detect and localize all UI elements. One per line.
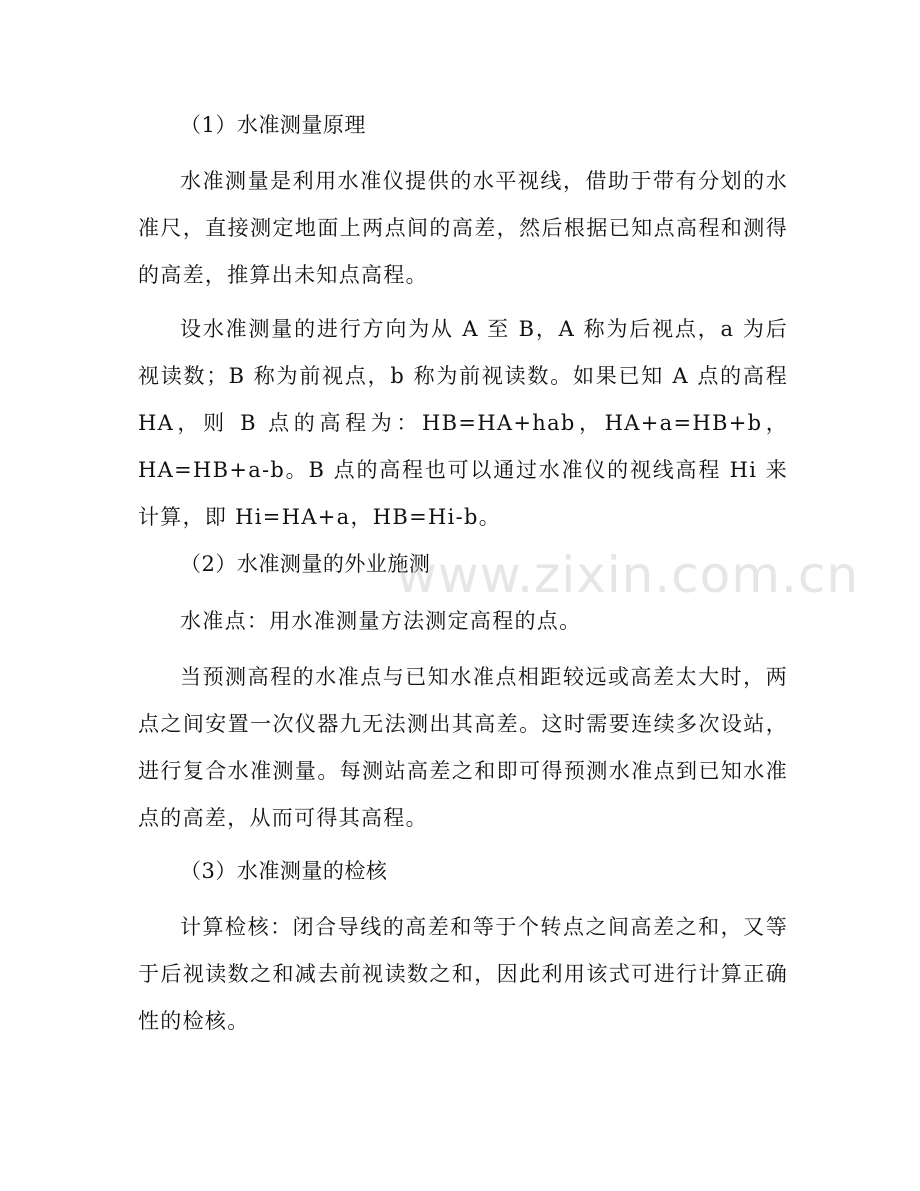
section-1-paragraph-calculation: 设水准测量的进行方向为从 A 至 B，A 称为后视点，a 为后视读数；B 称为前视点，b 称为前视读数。如果已知 A 点的高程 HA，则 B 点的高程为：HB=HA+hab，HA+a=HB+b，HA=HB+a-b。B 点的高程也可以通过水准仪的视线高程 Hi 来计算，即 Hi=HA+a，HB=Hi-b。 xyxy=(138,317,788,529)
section-1-heading: （1）水准测量原理 xyxy=(180,113,366,137)
watermark-text: www.zixin.com.cn xyxy=(396,546,860,604)
section-2-heading: （2）水准测量的外业施测 xyxy=(180,552,431,576)
section-2-paragraph-definition: 水准点：用水准测量方法测定高程的点。 xyxy=(180,609,582,633)
section-1-paragraph-principle: 水准测量是利用水准仪提供的水平视线，借助于带有分划的水准尺，直接测定地面上两点间的高差，然后根据已知点高程和测得的高差，推算出未知点高程。 xyxy=(138,169,788,287)
section-2-paragraph-procedure: 当预测高程的水准点与已知水准点相距较远或高差太大时，两点之间安置一次仪器九无法测出其高差。这时需要连续多次设站，进行复合水准测量。每测站高差之和即可得预测水准点到已知水准点的高差，从而可得其高程。 xyxy=(138,665,788,830)
section-3-heading: （3）水准测量的检核 xyxy=(180,859,388,883)
section-3-paragraph-check: 计算检核：闭合导线的高差和等于个转点之间高差之和，又等于后视读数之和减去前视读数之和，因此利用该式可进行计算正确性的检核。 xyxy=(138,915,788,1033)
